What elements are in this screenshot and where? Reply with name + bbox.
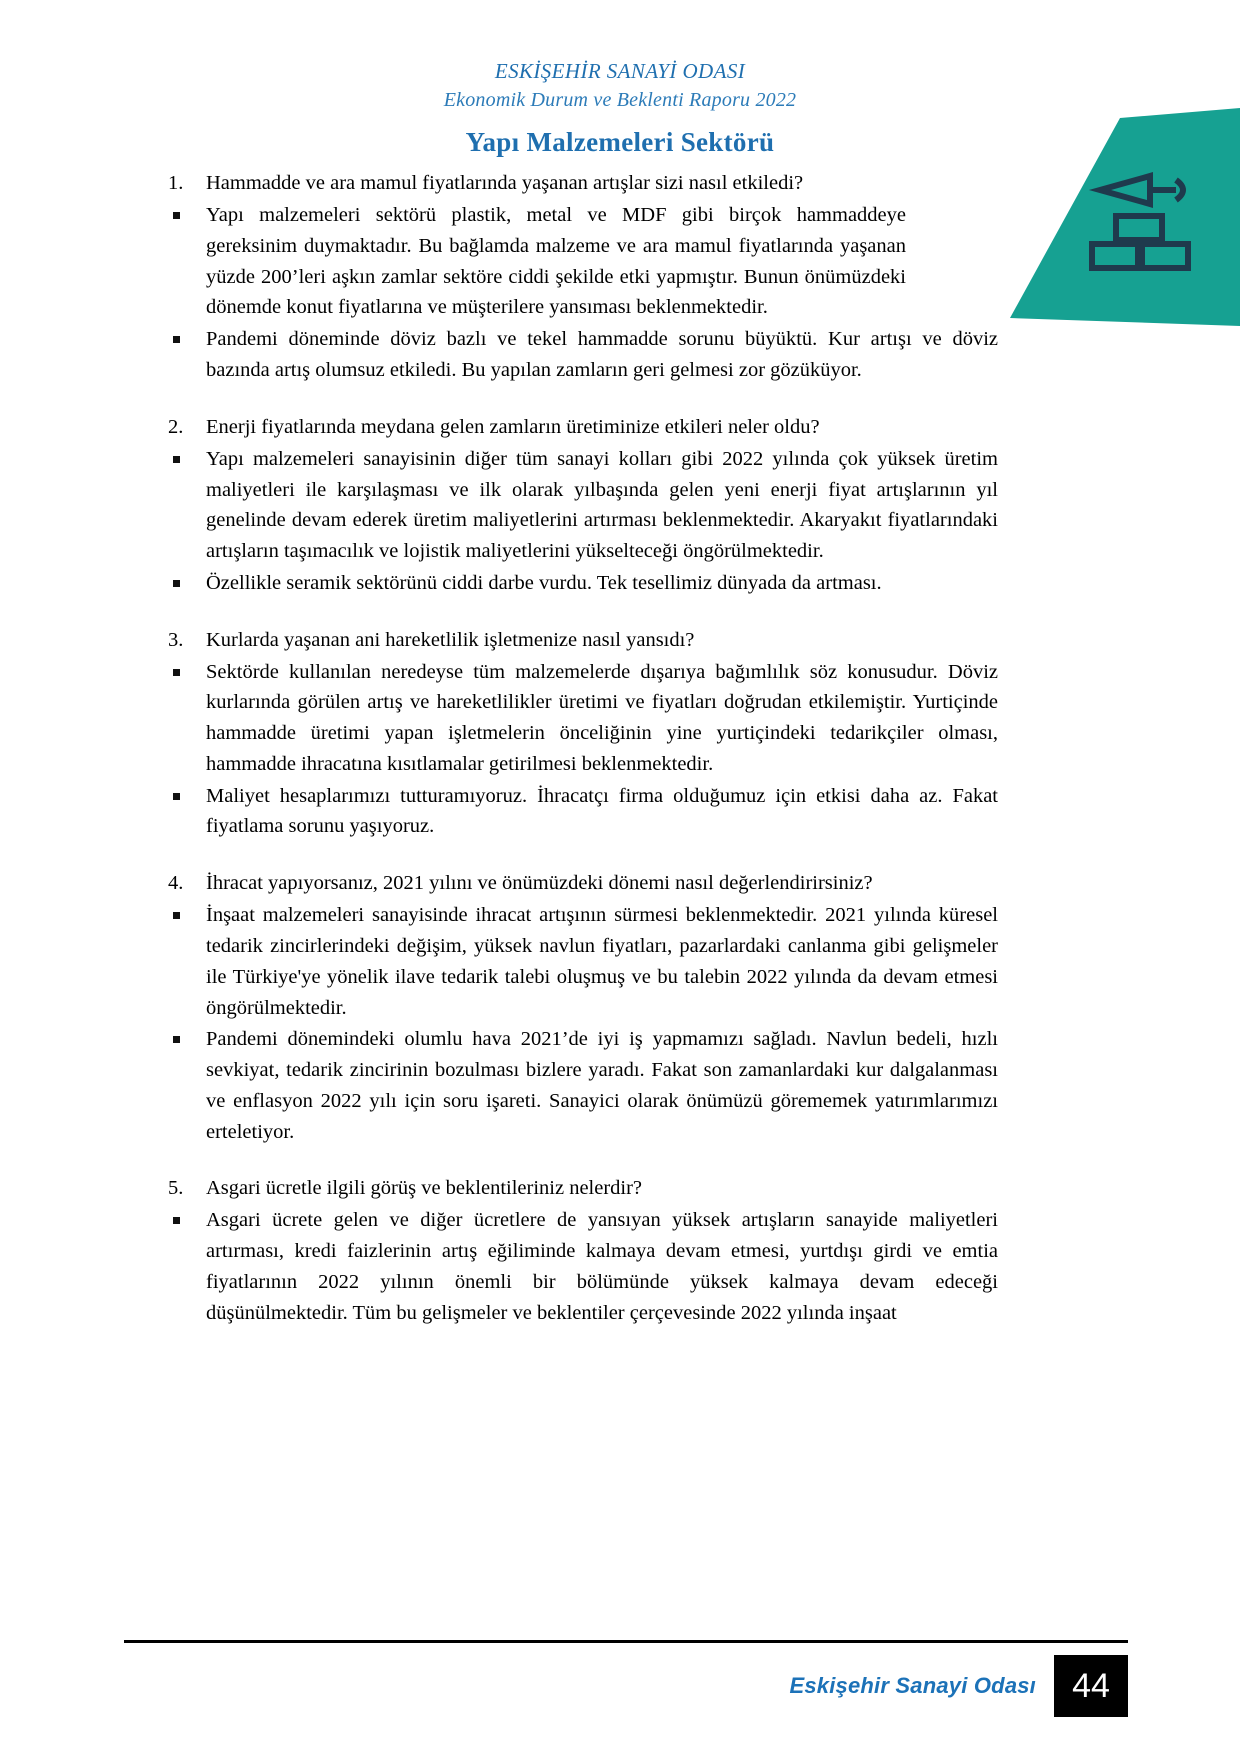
organization-name: ESKİŞEHİR SANAYİ ODASI [494,59,746,83]
question-item [168,625,998,655]
answer-item [168,200,906,323]
square-bullet-icon [173,1217,180,1224]
square-bullet-icon [173,912,180,919]
square-bullet-icon [173,793,180,800]
answer-text: Yapı malzemeleri sanayisinin diğer tüm sanayi kolları gibi 2022 yılında çok yüksek üretim maliyetleri ile karşılaşması ve ilk olarak yılbaşında gelen yeni enerji fiyat artışlarının yıl genelinde devam ederek üretim maliyetlerini artırması beklenmektedir. Akaryakıt fiyatlarındaki artışların taşımacılık ve lojistik maliyetlerini yükselteceği öngörülmektedir. [206,447,998,562]
question-number: 1. [168,172,184,194]
answer-item [168,657,998,780]
question-item [168,1173,998,1203]
question-number: 2. [168,415,184,438]
question-text: Enerji fiyatlarında meydana gelen zamların üretiminize etkileri neler oldu? [206,415,820,438]
document-footer [789,1655,1128,1717]
qa-block [168,1173,998,1328]
square-bullet-icon [173,669,180,676]
answer-text: Yapı malzemeleri sektörü plastik, metal ve MDF gibi birçok hammaddeye gereksinim duymaktadır. Bu bağlamda malzeme ve ara mamul fiyatlarında yaşanan yüzde 200’leri aşkın zamlar sektöre ciddi şekilde etki yapmıştır. Bunun önümüzdeki dönemde konut fiyatlarına ve müşterilere yansıması beklenmektedir. [206,204,906,319]
answer-text: Sektörde kullanılan neredeyse tüm malzemelerde dışarıya bağımlılık söz konusudur. Döviz kurlarında görülen artış ve hareketlilikler üretimi ve fiyatları doğrudan etkilemiştir. Yurtiçinde hammadde üretimi yapan işletmelerin önceliğinin yine yurtiçindeki tedarikçiler olması, hammadde ihracatına kısıtlamalar getirilmesi beklenmektedir. [206,660,998,775]
question-text: Asgari ücretle ilgili görüş ve beklentileriniz nelerdir? [206,1177,643,1200]
question-number: 4. [168,872,184,895]
answer-text: Maliyet hesaplarımızı tutturamıyoruz. İhracatçı firma olduğumuz için etkisi daha az. Fakat fiyatlama sorunu yaşıyoruz. [206,784,998,838]
square-bullet-icon [173,212,180,219]
document-body [168,168,998,1328]
square-bullet-icon [173,1036,180,1043]
answer-item [168,1205,998,1328]
report-subtitle: Ekonomik Durum ve Beklenti Raporu 2022 [443,89,797,112]
qa-block [168,412,998,599]
answer-text: Asgari ücrete gelen ve diğer ücretlere de yansıyan yüksek artışların sanayide maliyetleri artırması, kredi faizlerinin artış eğiliminde kalmaya devam etmesi, yurtdışı girdi ve emtia fiyatlarının 2022 yılının önemli bir bölümünde yüksek kalmaya devam edeceği düşünülmektedir. Tüm bu gelişmeler ve beklentiler çerçevesinde 2022 yılında inşaat [206,1209,998,1324]
footer-label: Eskişehir Sanayi Odası [789,1673,1036,1698]
question-text: Hammadde ve ara mamul fiyatlarında yaşanan artışlar sizi nasıl etkiledi? [206,172,804,194]
answer-item [168,444,998,567]
page-number-badge: 44 [1054,1655,1128,1717]
answer-text: İnşaat malzemeleri sanayisinde ihracat artışının sürmesi beklenmektedir. 2021 yılında küresel tedarik zincirlerindeki değişim, yüksek navlun fiyatları, pazarlardaki canlanma gibi gelişmeler ile Türkiye'ye yönelik ilave tedarik talebi oluşmuş ve bu talebin 2022 yılında da devam etmesi öngörülmektedir. [206,904,998,1019]
question-item [168,168,998,198]
answer-item [168,900,998,1023]
brick-wall-icon [1092,216,1188,268]
question-number: 3. [168,628,184,651]
answer-text: Pandemi döneminde döviz bazlı ve tekel hammadde sorunu büyüktü. Kur artışı ve döviz bazında artış olumsuz etkiledi. Bu yapılan zamların geri gelmesi zor gözüküyor. [206,328,998,381]
trowel-icon [1100,176,1183,204]
answer-text: Özellikle seramik sektörünü ciddi darbe vurdu. Tek tesellimiz dünyada da artması. [206,571,882,594]
question-number: 5. [168,1177,184,1200]
qa-block [168,168,998,386]
answer-text: Pandemi dönemindeki olumlu hava 2021’de iyi iş yapmamızı sağladı. Navlun bedeli, hızlı sevkiyat, tedarik zincirinin bozulması bizlere yaradı. Fakat son zamanlardaki kur dalgalanması ve enflasyon 2022 yılı için soru işareti. Sanayici olarak önümüzü görememek yatırımlarımızı erteletiyor. [206,1028,998,1143]
answer-item [168,781,998,843]
square-bullet-icon [173,580,180,587]
question-text: Kurlarda yaşanan ani hareketlilik işletmenize nasıl yansıdı? [206,628,695,651]
question-item [168,412,998,442]
answer-item [168,1024,998,1147]
document-header [0,58,1240,158]
question-item [168,868,998,898]
qa-block [168,868,998,1147]
footer-divider [124,1640,1128,1643]
answer-item [168,324,998,386]
question-text: İhracat yapıyorsanız, 2021 yılını ve önümüzdeki dönemi nasıl değerlendirirsiniz? [206,872,873,895]
answer-item [168,568,998,599]
square-bullet-icon [173,336,180,343]
qa-block [168,625,998,843]
page-title: Yapı Malzemeleri Sektörü [465,127,775,158]
square-bullet-icon [173,456,180,463]
